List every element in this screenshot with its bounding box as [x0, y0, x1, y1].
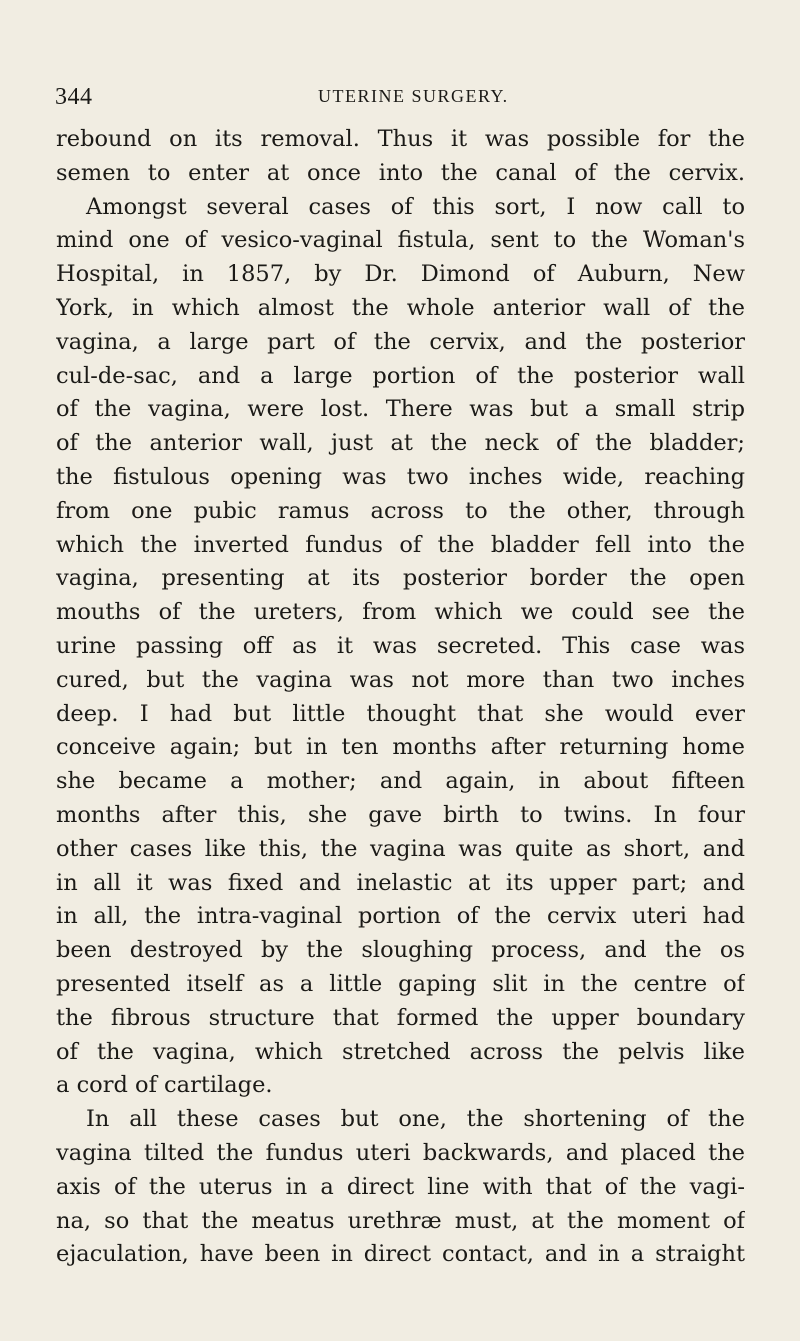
text-line: cul-de-sac, and a large portion of the posterior wall: [56, 362, 745, 389]
text-line: mind one of vesico-vaginal fistula, sent to the Woman's: [56, 227, 745, 254]
text-line: other cases like this, the vagina was quite as short, and: [56, 835, 745, 862]
text-line: from one pubic ramus across to the other, through: [56, 497, 745, 524]
text-line: cured, but the vagina was not more than two inches: [56, 666, 745, 693]
text-line: rebound on its removal. Thus it was possible for the: [56, 126, 745, 152]
running-title: UTERINE SURGERY.: [318, 86, 509, 106]
running-head: [55, 84, 800, 114]
body-text: [56, 123, 745, 1272]
text-line: vagina, a large part of the cervix, and the posterior: [56, 328, 745, 355]
text-line: semen to enter at once into the canal of the cervix.: [56, 159, 745, 186]
text-line: presented itself as a little gaping slit in the centre of: [56, 970, 745, 997]
text-line: which the inverted fundus of the bladder fell into the: [56, 531, 745, 558]
text-line: vagina, presenting at its posterior border the open: [56, 565, 745, 592]
text-line: York, in which almost the whole anterior wall of the: [56, 294, 745, 321]
page-number: 344: [55, 84, 93, 110]
text-line: of the vagina, were lost. There was but a small strip: [56, 396, 745, 423]
text-line: conceive again; but in ten months after returning home: [56, 734, 745, 761]
paragraph-start-line: In all these cases but one, the shortening of the: [86, 1106, 745, 1133]
text-line: she became a mother; and again, in about fifteen: [56, 768, 745, 795]
text-line: in all it was fixed and inelastic at its upper part; and: [56, 869, 745, 896]
text-line: deep. I had but little thought that she would ever: [56, 700, 745, 727]
text-line: of the vagina, which stretched across the pelvis like: [56, 1038, 745, 1065]
paragraph-start-line: Amongst several cases of this sort, I now call to: [86, 193, 745, 220]
text-line: of the anterior wall, just at the neck of the bladder;: [56, 430, 745, 457]
text-line: months after this, she gave birth to twins. In four: [56, 801, 745, 828]
text-line: in all, the intra-vaginal portion of the cervix uteri had: [56, 903, 745, 930]
text-line: vagina tilted the fundus uteri backwards, and placed the: [56, 1139, 745, 1166]
text-line: been destroyed by the sloughing process, and the os: [56, 937, 745, 964]
paragraph-end-line: a cord of cartilage.: [56, 1072, 273, 1099]
text-line: ejaculation, have been in direct contact, and in a straight: [56, 1241, 745, 1268]
text-line: mouths of the ureters, from which we could see the: [56, 599, 745, 626]
text-line: urine passing off as it was secreted. This case was: [56, 632, 745, 659]
text-line: the fistulous opening was two inches wide, reaching: [56, 463, 745, 490]
text-line: Hospital, in 1857, by Dr. Dimond of Auburn, New: [56, 261, 745, 288]
text-line: the fibrous structure that formed the upper boundary: [56, 1004, 745, 1031]
text-line: axis of the uterus in a direct line with that of the vagi-: [56, 1173, 745, 1200]
text-line: na, so that the meatus urethræ must, at the moment of: [56, 1207, 745, 1234]
